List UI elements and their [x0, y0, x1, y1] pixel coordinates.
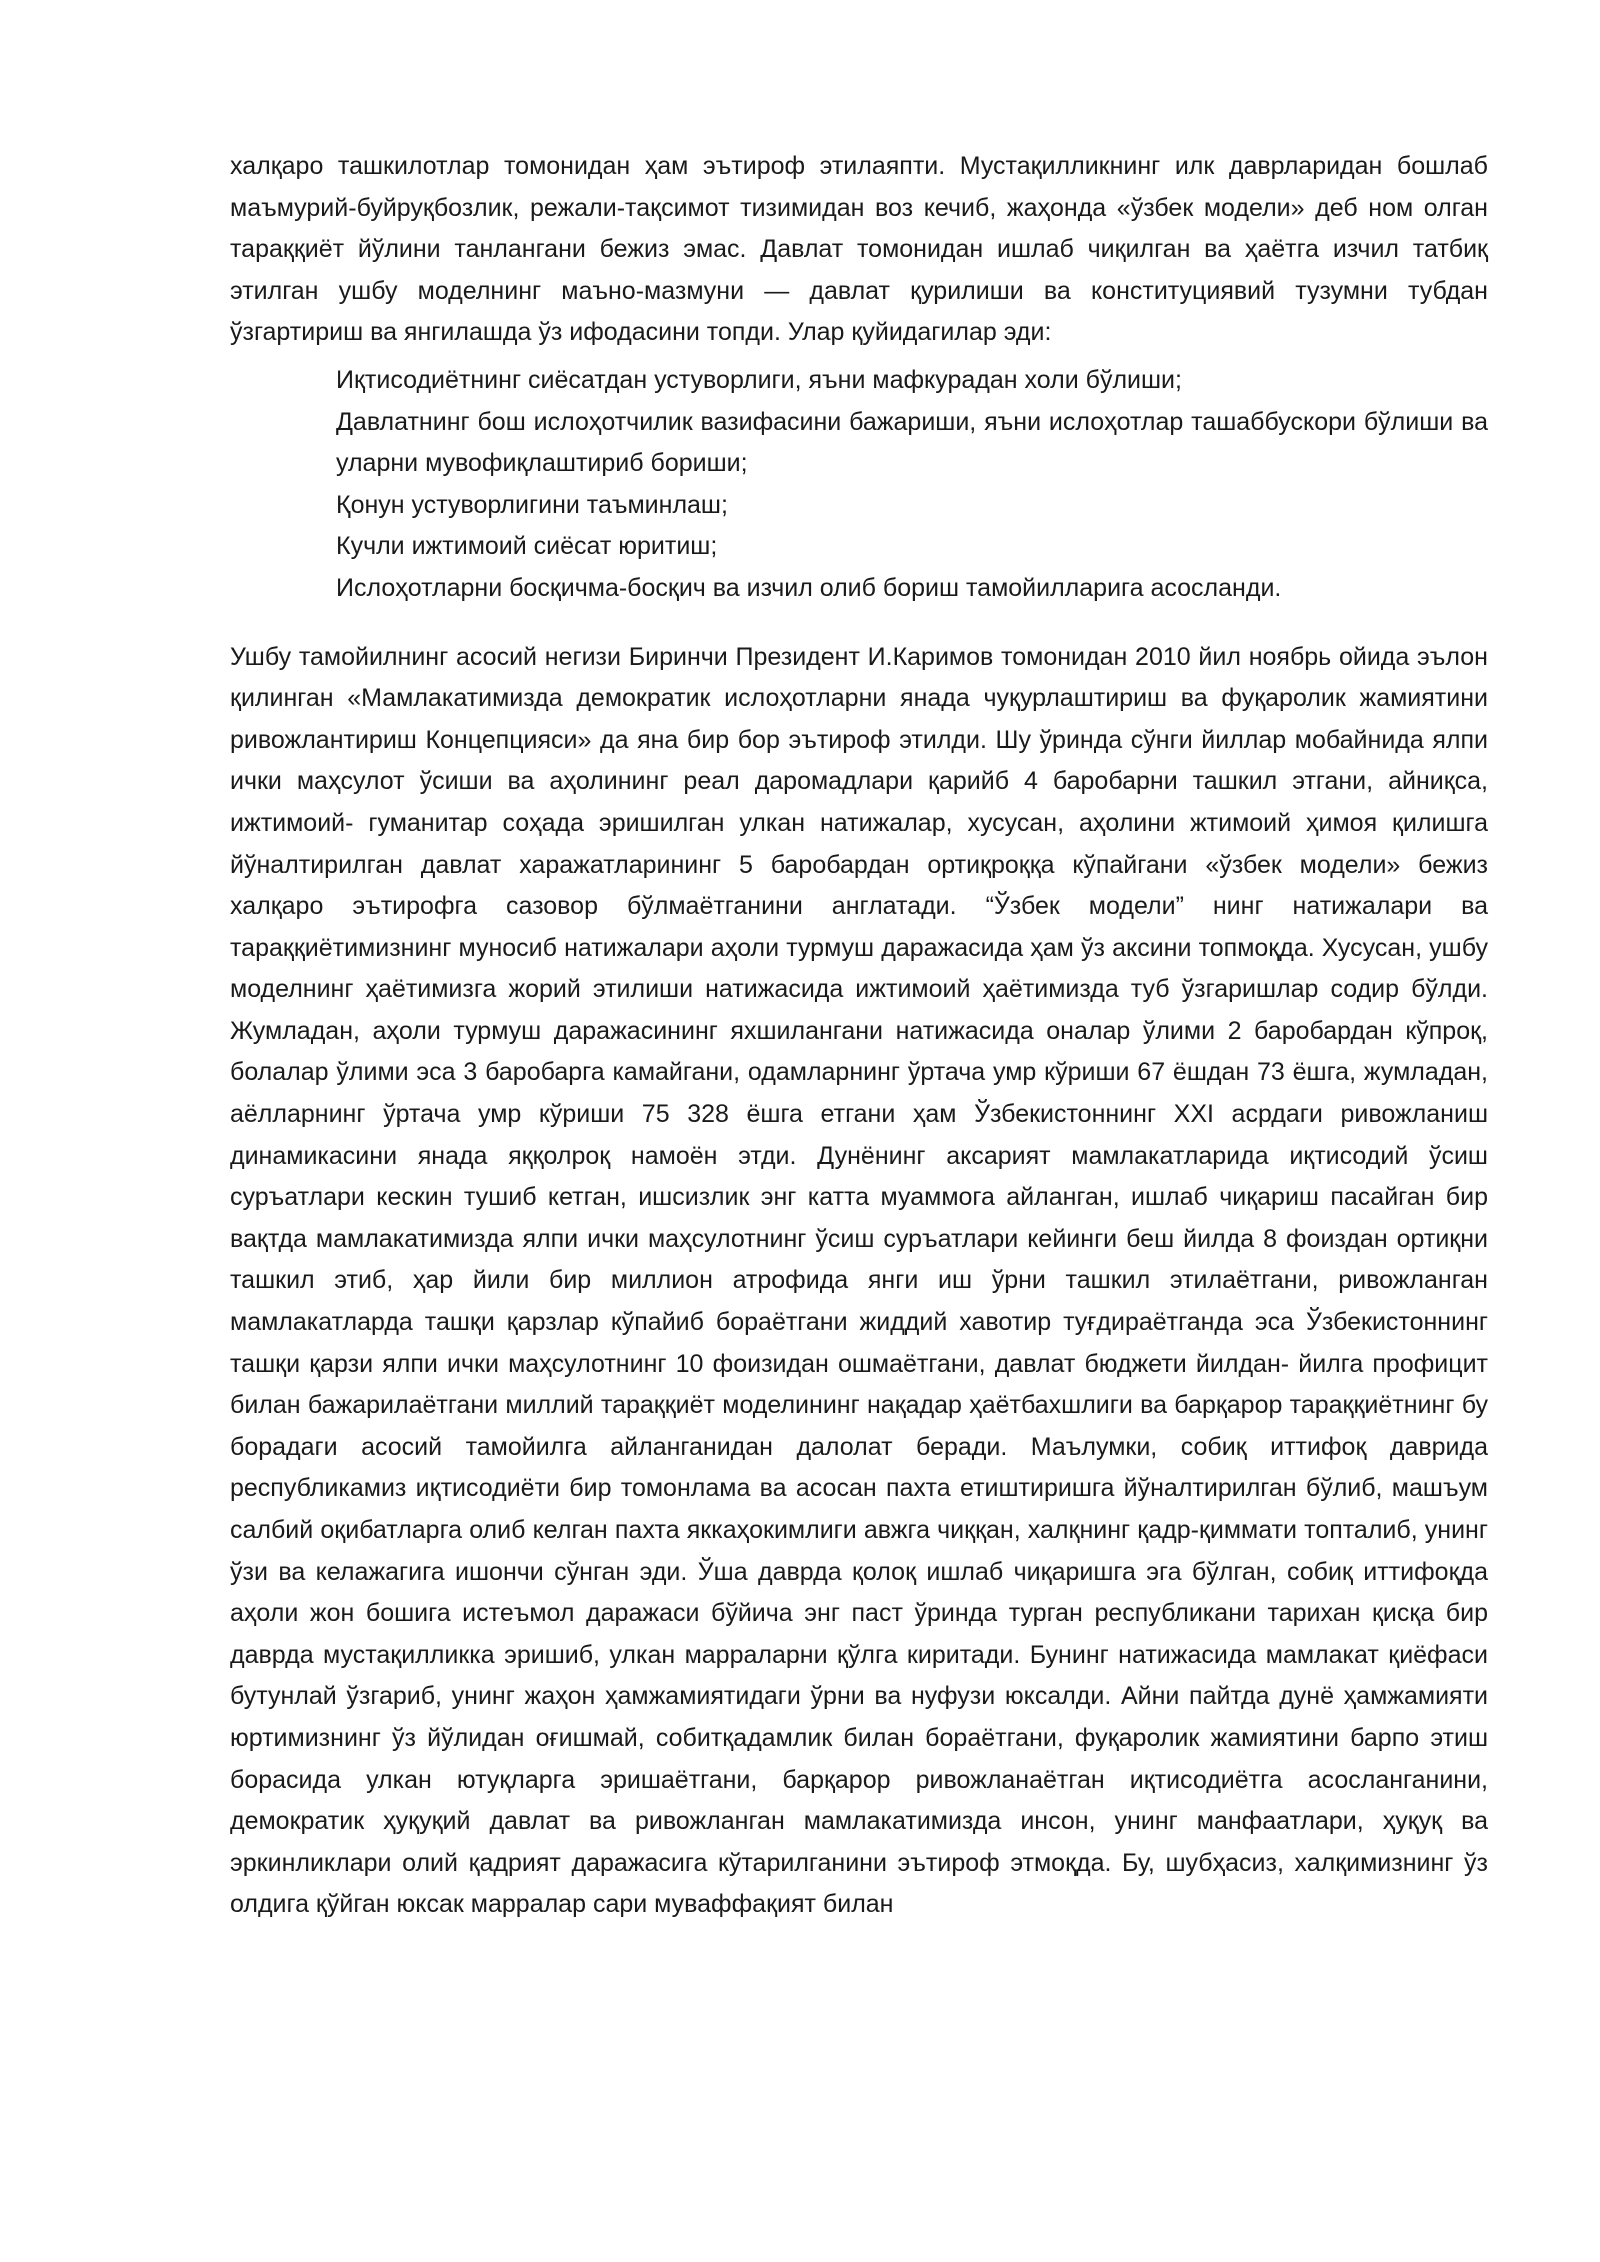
- intro-paragraph: халқаро ташкилотлар томонидан ҳам эътироф этилаяпти. Мустақилликнинг илк даврларидан бошлаб маъмурий-буйруқбозлик, режали-тақсимот тизимидан воз кечиб, жаҳонда «ўзбек модели» деб ном олган тараққиёт йўлини танлангани бежиз эмас. Давлат томонидан ишлаб чиқилган ва ҳаётга изчил татбиқ этилган ушбу моделнинг маъно-мазмуни — давлат қурилиши ва конституциявий тузумни тубдан ўзгартириш ва янгилашда ўз ифодасини топди. Улар қуйидагилар эди:: [230, 152, 1488, 347]
- document-body: [230, 146, 1488, 1926]
- principle-item-4: Кучли ижтимоий сиёсат юритиш;: [336, 532, 718, 561]
- principle-item-1: Иқтисодиётнинг сиёсатдан устуворлиги, яъни мафкурадан холи бўлиши;: [336, 365, 1182, 394]
- principle-item-5: Ислоҳотларни босқичма-босқич ва изчил олиб бориш тамойилларига асосланди.: [336, 573, 1282, 602]
- principle-item-2: Давлатнинг бош ислоҳотчилик вазифасини бажариши, яъни ислоҳотлар ташаббускори бўлиши ва уларни мувофиқлаштириб бориши;: [336, 407, 1488, 478]
- main-paragraph: Ушбу тамойилнинг асосий негизи Биринчи Президент И.Каримов томонидан 2010 йил ноябрь ойида эълон қилинган «Мамлакатимизда демократик ислоҳотларни янада чуқурлаштириш ва фуқаролик жамиятини ривожлантириш Концепцияси» да яна бир бор эътироф этилди. Шу ўринда сўнги йиллар мобайнида ялпи ички маҳсулот ўсиши ва аҳолининг реал даромадлари қарийб 4 баробарни ташкил этгани, айниқса, ижтимоий- гуманитар соҳада эришилган улкан натижалар, хусусан, аҳолини жтимоий ҳимоя қилишга йўналтирилган давлат харажатларининг 5 баробардан ортиқроққа кўпайгани «ўзбек модели» бежиз халқаро эътирофга сазовор бўлмаётганини англатади. “Ўзбек модели” нинг натижалари ва тараққиётимизнинг муносиб натижалари аҳоли турмуш даражасида ҳам ўз аксини топмоқда. Хусусан, ушбу моделнинг ҳаётимизга жорий этилиши натижасида ижтимоий ҳаётимизда туб ўзгаришлар содир бўлди. Жумладан, аҳоли турмуш даражасининг яхшилангани натижасида оналар ўлими 2 баробардан кўпроқ, болалар ўлими эса 3 баробарга камайгани, одамларнинг ўртача умр кўриши 67 ёшдан 73 ёшга, жумладан, аёлларнинг ўртача умр кўриши 75 328 ёшга етгани ҳам Ўзбекистоннинг XXI асрдаги ривожланиш динамикасини янада яққолроқ намоён этди. Дунёнинг аксарият мамлакатларида иқтисодий ўсиш суръатлари кескин тушиб кетган, ишсизлик энг катта муаммога айланган, ишлаб чиқариш пасайган бир вақтда мамлакатимизда ялпи ички маҳсулотнинг ўсиш суръатлари кейинги беш йилда 8 фоиздан ортиқни ташкил этиб, ҳар йили бир миллион атрофида янги иш ўрни ташкил этилаётгани, ривожланган мамлакатларда ташқи қарзлар кўпайиб бораётгани жиддий хавотир туғдираётганда эса Ўзбекистоннинг ташқи қарзи ялпи ички маҳсулотнинг 10 фоизидан ошмаётгани, давлат бюджети йилдан- йилга профицит билан бажарилаётгани миллий тараққиёт моделининг нақадар ҳаётбахшлиги ва барқарор тараққиётнинг бу борадаги асосий тамойилга айланганидан далолат беради. Маълумки, собиқ иттифоқ даврида республикамиз иқтисодиёти бир томонлама ва асосан пахта етиштиришга йўналтирилган бўлиб, машъум салбий оқибатларга олиб келган пахта яккаҳокимлиги авжга чиққан, халқнинг қадр-қиммати топталиб, унинг ўзи ва келажагига ишончи сўнган эди. Ўша даврда қолоқ ишлаб чиқаришга эга бўлган, собиқ иттифоқда аҳоли жон бошига истеъмол даражаси бўйича энг паст ўринда турган республикани тарихан қисқа бир даврда мустақилликка эришиб, улкан марраларни қўлга киритади. Бунинг натижасида мамлакат қиёфаси бутунлай ўзгариб, унинг жаҳон ҳамжамиятидаги ўрни ва нуфузи юксалди. Айни пайтда дунё ҳамжамияти юртимизнинг ўз йўлидан оғишмай, собитқадамлик билан бораётгани, фуқаролик жамиятини барпо этиш борасида улкан ютуқларга эришаётгани, барқарор ривожланаётган иқтисодиётга асосланганини, демократик ҳуқуқий давлат ва ривожланган мамлакатимизда инсон, унинг манфаатлари, ҳуқуқ ва эркинликлари олий қадрият даражасига кўтарилганини эътироф этмоқда. Бу, шубҳасиз, халқимизнинг ўз олдига қўйган юксак марралар сари муваффақият билан: [230, 642, 1488, 1919]
- principles-list: [230, 360, 1488, 610]
- principle-item-3: Қонун устуворлигини таъминлаш;: [336, 490, 728, 519]
- paragraph-spacer: [230, 610, 1488, 637]
